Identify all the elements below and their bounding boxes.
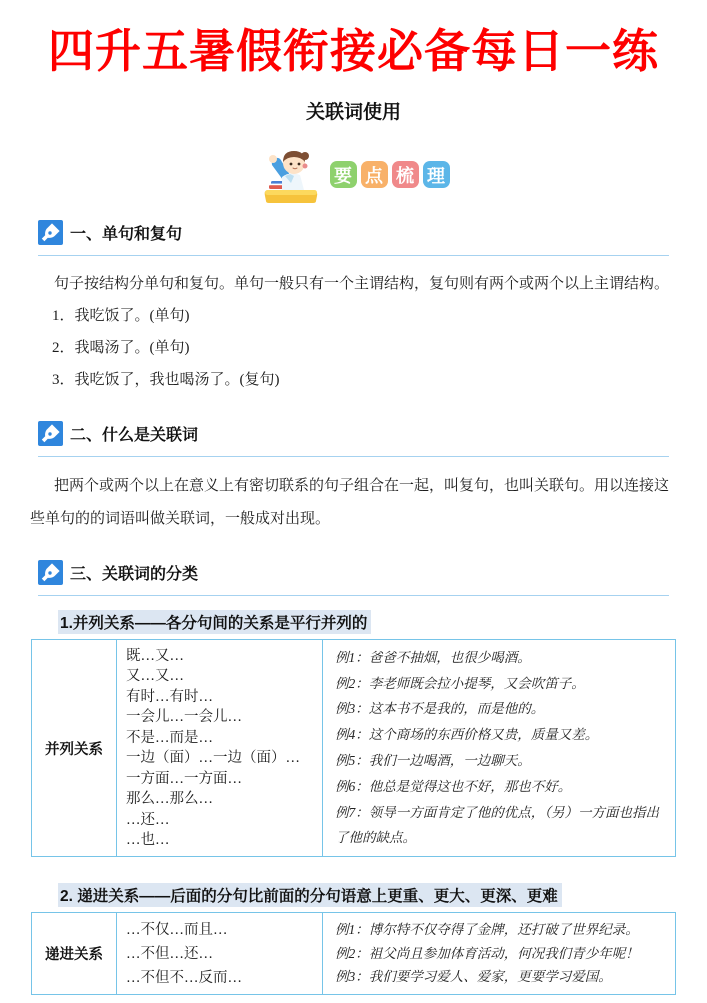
table-row — [32, 639, 676, 856]
pattern-list — [117, 913, 323, 995]
section-2-intro: 把两个或两个以上在意义上有密切联系的句子组合在一起，叫复句，也叫关联句。用以连接这些单句的的词语叫做关联词，一般成对出现。 — [30, 477, 670, 527]
section-1-intro: 句子按结构分单句和复句。单句一般只有一个主谓结构，复句则有两个或两个以上主谓结构。 — [54, 275, 670, 292]
badge-tile: 梳 — [392, 161, 419, 188]
relation-category: 递进关系 — [32, 913, 117, 995]
pen-icon — [38, 560, 63, 585]
section-3-title: 三、关联词的分类 — [70, 565, 199, 583]
student-cartoon-icon — [258, 143, 322, 207]
pattern: 不是…而是… — [126, 729, 213, 746]
pattern: 有时…有时… — [126, 688, 213, 705]
example: 例2：祖父尚且参加体育活动，何况我们青少年呢！ — [335, 945, 639, 961]
pattern: 一方面…一方面… — [126, 770, 242, 787]
pattern: …不仅…而且… — [126, 921, 228, 938]
example-list — [323, 913, 676, 995]
badge-tile: 点 — [361, 161, 388, 188]
example: 例3：这本书不是我的，而是他的。 — [335, 701, 545, 717]
example: 例1：爸爸不抽烟，也很少喝酒。 — [335, 649, 531, 665]
list-item: 1．我吃饭了。(单句) — [52, 307, 190, 324]
section-1-title: 一、单句和复句 — [70, 225, 183, 243]
page-subtitle: 关联词使用 — [305, 101, 401, 123]
example: 例6：他总是觉得这也不好，那也不好。 — [335, 778, 572, 794]
relation-category: 并列关系 — [32, 639, 117, 856]
pattern: …不但…还… — [126, 945, 213, 962]
example-list — [323, 639, 676, 856]
section-2-title: 二、什么是关联词 — [70, 426, 199, 444]
example: 例2：李老师既会拉小提琴，又会吹笛子。 — [335, 675, 585, 691]
parallel-relation-table — [31, 639, 676, 857]
example: 例7：领导一方面肯定了他的优点，（另）一方面也指出了他的缺点。 — [335, 804, 659, 846]
pattern: …还… — [126, 811, 170, 828]
pattern: 既…又… — [126, 647, 184, 664]
example: 例1：博尔特不仅夺得了金牌，还打破了世界纪录。 — [335, 922, 639, 938]
section-3-header — [38, 560, 707, 585]
section-divider — [38, 255, 669, 256]
table-2-heading: 2. 递进关系——后面的分句比前面的分句语意上更重、更大、更深、更难 — [58, 883, 562, 907]
list-item: 2．我喝汤了。(单句) — [52, 339, 190, 356]
badge-tiles — [330, 161, 450, 188]
section-divider — [38, 456, 669, 457]
table-1-heading: 1.并列关系——各分句间的关系是平行并列的 — [58, 610, 371, 634]
badge-tile: 理 — [423, 161, 450, 188]
pattern: 一会儿…一会儿… — [126, 709, 242, 726]
page-title: 四升五暑假衔接必备每日一练 — [48, 25, 659, 77]
pen-icon — [38, 421, 63, 446]
badge-tile: 要 — [330, 161, 357, 188]
progressive-relation-table — [31, 912, 676, 995]
pen-icon — [38, 220, 63, 245]
pattern-list — [117, 639, 323, 856]
pattern: 一边（面）…一边（面）… — [126, 750, 300, 767]
pattern: 又…又… — [126, 668, 184, 685]
section-1-header — [38, 220, 707, 245]
key-points-badge — [0, 142, 707, 208]
table-row — [32, 913, 676, 995]
section-2-header — [38, 421, 707, 446]
example: 例5：我们一边喝酒，一边聊天。 — [335, 753, 531, 769]
example: 例3：我们要学习爱人、爱家，更要学习爱国。 — [335, 969, 612, 985]
pattern: …不但不…反而… — [126, 969, 242, 986]
example: 例4：这个商场的东西价格又贵，质量又差。 — [335, 727, 599, 743]
pattern: …也… — [126, 832, 170, 849]
list-item: 3．我吃饭了，我也喝汤了。(复句) — [52, 371, 280, 388]
pattern: 那么…那么… — [126, 791, 213, 808]
